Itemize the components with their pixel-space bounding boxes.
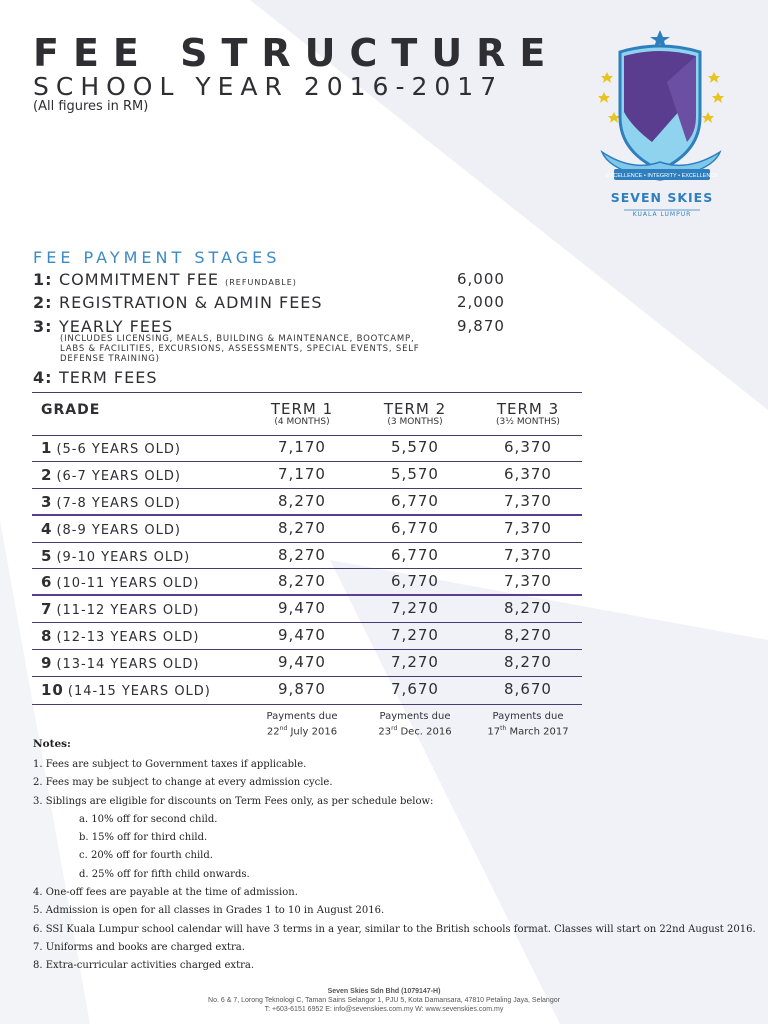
term-3-fee: 7,370 [504, 519, 552, 537]
payment-day-suffix: th [500, 725, 507, 732]
table-row [32, 649, 582, 675]
shield-crest-icon [592, 22, 742, 222]
grade-number: 4 [41, 520, 53, 538]
term-1-fee: 8,270 [278, 519, 326, 537]
school-logo [592, 22, 742, 222]
note-line: 7. Uniforms and books are charged extra. [33, 941, 245, 953]
table-row [32, 542, 582, 568]
stages-heading: FEE PAYMENT STAGES [33, 248, 281, 267]
term-3-fee: 8,270 [504, 653, 552, 671]
term-title: TERM 3 [496, 400, 560, 418]
note-line: 8. Extra-curricular activities charged extra. [33, 960, 255, 972]
note-line: 6. SSI Kuala Lumpur school calendar will have 3 terms in a year, similar to the British schools format. Classes will start on 22nd August 2016. [33, 923, 756, 935]
stage-item [33, 293, 323, 312]
footer-company: Seven Skies Sdn Bhd (1079147-H) [327, 988, 441, 995]
grade-age: (7-8 YEARS OLD) [56, 496, 181, 511]
notes-section [33, 738, 756, 976]
grade-age: (14-15 YEARS OLD) [67, 684, 211, 699]
term-3-fee: 7,370 [504, 572, 552, 590]
term-3-payment-due [473, 711, 583, 738]
term-3-fee: 8,270 [504, 626, 552, 644]
stage-label: YEARLY FEES [59, 317, 174, 336]
payment-day: 23 [378, 726, 392, 738]
term-2-fee: 7,270 [391, 653, 439, 671]
grade-number: 3 [41, 493, 53, 511]
term-1-fee: 9,470 [278, 653, 326, 671]
payment-rest: July 2016 [287, 726, 338, 738]
grade-cell [41, 439, 181, 457]
table-divider [32, 392, 582, 393]
grade-number: 10 [41, 681, 64, 699]
term-1-header [247, 401, 357, 427]
stage-label: TERM FEES [59, 368, 158, 387]
grade-age: (5-6 YEARS OLD) [56, 442, 181, 457]
payment-rest: March 2017 [506, 726, 569, 738]
table-divider [32, 704, 582, 705]
grade-cell [41, 547, 190, 565]
grade-age: (10-11 YEARS OLD) [56, 576, 200, 591]
note-line: 3. Siblings are eligible for discounts on Term Fees only, as per schedule below: [33, 795, 434, 807]
notes-heading: Notes: [33, 738, 71, 750]
note-line: 1. Fees are subject to Government taxes if applicable. [33, 759, 307, 770]
term-3-fee: 8,670 [504, 680, 552, 698]
stage-amount: 9,870 [457, 317, 505, 335]
note-subline: b. 15% off for third child. [79, 832, 208, 844]
stage-amount: 6,000 [457, 270, 505, 288]
stage-label: REGISTRATION & ADMIN FEES [59, 293, 323, 312]
payment-day: 17 [487, 726, 501, 738]
grade-cell [41, 573, 199, 591]
term-months: (4 MONTHS) [274, 417, 330, 427]
term-3-fee: 7,370 [504, 492, 552, 510]
grade-age: (6-7 YEARS OLD) [56, 469, 181, 484]
term-title: TERM 1 [270, 400, 334, 418]
stage-item [33, 368, 157, 387]
payment-label: Payments due [379, 711, 451, 722]
grade-number: 8 [41, 627, 53, 645]
stage-label-note: (REFUNDABLE) [225, 278, 297, 287]
stage-number: 3: [33, 317, 53, 336]
note-subline: a. 10% off for second child. [79, 813, 218, 825]
note-subline: c. 20% off for fourth child. [79, 850, 213, 862]
footer [0, 987, 768, 1014]
term-1-payment-due [247, 711, 357, 738]
grade-cell [41, 654, 199, 672]
stage-number: 4: [33, 368, 53, 387]
table-row [32, 676, 582, 702]
term-2-fee: 7,270 [391, 626, 439, 644]
term-months: (3½ MONTHS) [496, 417, 560, 427]
term-3-fee: 6,370 [504, 438, 552, 456]
term-2-fee: 6,770 [391, 546, 439, 564]
grade-cell [41, 681, 211, 699]
stage-label: COMMITMENT FEE [59, 270, 220, 289]
term-2-fee: 6,770 [391, 492, 439, 510]
term-1-fee: 8,270 [278, 572, 326, 590]
grade-age: (11-12 YEARS OLD) [56, 603, 200, 618]
term-2-fee: 6,770 [391, 572, 439, 590]
table-row [32, 622, 582, 648]
grade-number: 5 [41, 547, 53, 565]
grade-age: (13-14 YEARS OLD) [56, 657, 200, 672]
term-title: TERM 2 [383, 400, 447, 418]
payment-day-suffix: nd [279, 725, 288, 732]
table-row [32, 461, 582, 487]
note-line: 5. Admission is open for all classes in Grades 1 to 10 in August 2016. [33, 905, 385, 917]
note-line: 2. Fees may be subject to change at every admission cycle. [33, 777, 333, 789]
term-3-header [473, 401, 583, 427]
grade-age: (8-9 YEARS OLD) [56, 523, 181, 538]
grade-cell [41, 627, 199, 645]
payment-rest: Dec. 2016 [397, 726, 452, 738]
grade-cell [41, 520, 181, 538]
term-2-fee: 7,670 [391, 680, 439, 698]
term-months: (3 MONTHS) [387, 417, 443, 427]
logo-banner-text: EXCELLENCE • INTEGRITY • EXCELLENCE [606, 173, 718, 179]
term-1-fee: 7,170 [278, 465, 326, 483]
note-line: 4. One-off fees are payable at the time of admission. [33, 887, 298, 899]
page-title: FEE STRUCTURE [33, 31, 560, 75]
page-subtitle: SCHOOL YEAR 2016-2017 [33, 72, 504, 101]
term-2-fee: 5,570 [391, 465, 439, 483]
term-1-fee: 9,470 [278, 626, 326, 644]
term-3-fee: 8,270 [504, 599, 552, 617]
term-1-fee: 7,170 [278, 438, 326, 456]
grade-number: 1 [41, 439, 53, 457]
logo-name: SEVEN SKIES [610, 190, 714, 205]
stage-number: 2: [33, 293, 53, 312]
payment-label: Payments due [266, 711, 338, 722]
table-row [32, 568, 582, 594]
payment-label: Payments due [492, 711, 564, 722]
grade-age: (9-10 YEARS OLD) [56, 550, 191, 565]
grade-cell [41, 493, 181, 511]
grade-number: 7 [41, 600, 53, 618]
figures-note: (All figures in RM) [33, 99, 149, 114]
yearly-fees-detail: (INCLUDES LICENSING, MEALS, BUILDING & MAINTENANCE, BOOTCAMP, LABS & FACILITIES, EXCURSIONS, ASSESSMENTS, SPECIAL EVENTS, SELF DEFENSE TRAINING) [60, 334, 420, 364]
term-2-payment-due [360, 711, 470, 738]
term-3-fee: 6,370 [504, 465, 552, 483]
term-2-fee: 7,270 [391, 599, 439, 617]
logo-location: KUALA LUMPUR [632, 211, 692, 218]
term-3-fee: 7,370 [504, 546, 552, 564]
footer-contact: T: +603-6151 6952 E: info@sevenskies.com.my W: www.sevenskies.com.my [264, 1006, 504, 1013]
stage-number: 1: [33, 270, 53, 289]
term-2-fee: 5,570 [391, 438, 439, 456]
grade-number: 6 [41, 573, 53, 591]
grade-number: 9 [41, 654, 53, 672]
grade-cell [41, 600, 199, 618]
stage-amount: 2,000 [457, 293, 505, 311]
footer-address: No. 6 & 7, Lorong Teknologi C, Taman Sains Selangor 1, PJU 5, Kota Damansara, 47810 Petaling Jaya, Selangor [208, 997, 560, 1004]
term-1-fee: 9,470 [278, 599, 326, 617]
grade-cell [41, 466, 181, 484]
term-1-fee: 9,870 [278, 680, 326, 698]
payment-day: 22 [266, 726, 280, 738]
table-row [32, 488, 582, 514]
term-2-header [360, 401, 470, 427]
payment-day-suffix: rd [391, 725, 398, 732]
stage-item [33, 270, 297, 289]
grade-number: 2 [41, 466, 53, 484]
note-subline: d. 25% off for fifth child onwards. [79, 868, 250, 880]
table-row [32, 515, 582, 541]
term-1-fee: 8,270 [278, 492, 326, 510]
grade-column-header: GRADE [41, 402, 101, 418]
grade-age: (12-13 YEARS OLD) [56, 630, 200, 645]
table-row [32, 434, 582, 460]
term-2-fee: 6,770 [391, 519, 439, 537]
term-1-fee: 8,270 [278, 546, 326, 564]
table-row [32, 595, 582, 621]
